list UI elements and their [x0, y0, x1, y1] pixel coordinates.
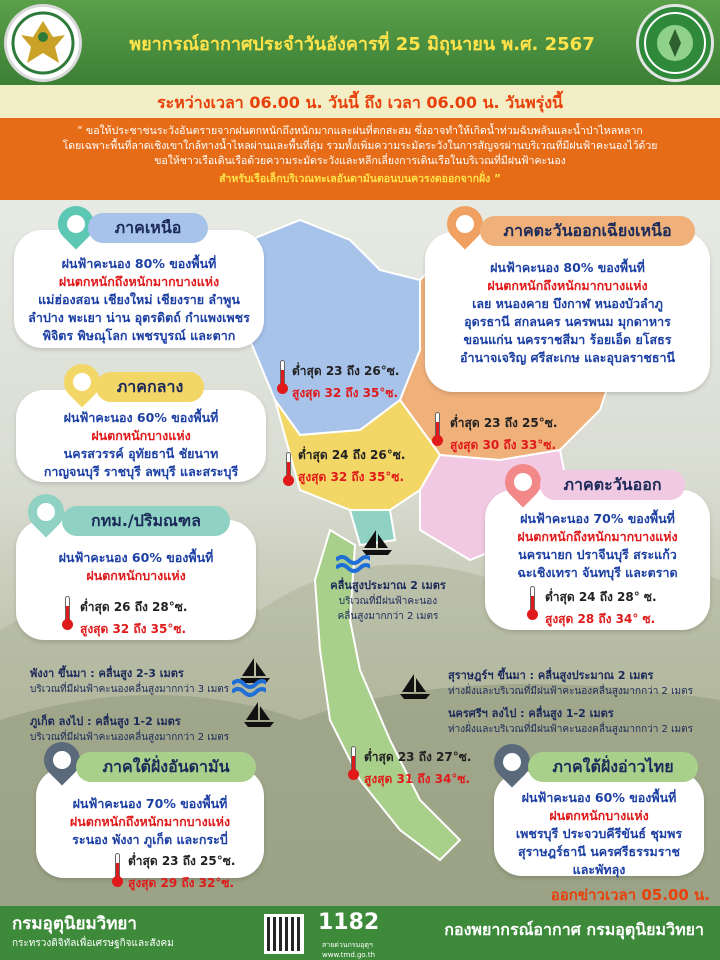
- north-areas-3: พิจิตร พิษณุโลก เพชรบูรณ์ และตาก: [42, 328, 236, 343]
- north-heavy: ฝนตกหนักถึงหนักมากบางแห่ง: [58, 274, 220, 289]
- region-tab-east: ภาคตะวันออก: [540, 470, 685, 500]
- region-tab-bangkok: กทม./ปริมณฑล: [62, 506, 230, 536]
- phangnga-wave-sub: บริเวณที่มีฝนฟ้าคะนองคลื่นสูงมากกว่า 3 เมตร: [30, 684, 230, 695]
- gulf-upper-wave-line-2: คลื่นสูงมากกว่า 2 เมตร: [337, 611, 439, 622]
- qr-code-icon[interactable]: [264, 914, 304, 954]
- south-east-map-temp: [364, 748, 471, 789]
- region-tab-south-east: ภาคใต้ฝั่งอ่าวไทย: [528, 752, 698, 782]
- north-areas-2: ลำปาง พะเยา น่าน อุตรดิตถ์ กำแพงเพชร: [28, 310, 250, 325]
- north-temp: [292, 362, 399, 403]
- nakhon-wave-sub: ห่างฝั่งและบริเวณที่มีฝนฟ้าคะนองคลื่นสูงมากกว่า 2 เมตร: [448, 724, 693, 735]
- region-tab-central: ภาคกลาง: [96, 372, 204, 402]
- central-high: สูงสุด 32 ถึง 35°ซ.: [298, 470, 405, 484]
- bangkok-low: ต่ำสุด 26 ถึง 28°ซ.: [80, 600, 188, 614]
- northeast-areas-2: อุดรธานี สกลนคร นครพนม มุกดาหาร: [464, 314, 671, 329]
- hotline-sub: สายด่วนกรมอุตุฯ: [322, 941, 373, 949]
- south-west-heavy: ฝนตกหนักถึงหนักมากบางแห่ง: [69, 814, 231, 829]
- central-areas-1: นครสวรรค์ อุทัยธานี ชัยนาท: [63, 446, 219, 461]
- sailboat-icon: [242, 700, 276, 728]
- phuket-wave: [30, 712, 229, 745]
- south-east-low: ต่ำสุด 23 ถึง 27°ซ.: [364, 750, 472, 764]
- south-west-high: สูงสุด 29 ถึง 32°ซ.: [128, 876, 235, 890]
- tmd-logo-icon: [636, 4, 714, 82]
- thermometer-icon: [112, 853, 122, 887]
- thermometer-icon: [277, 360, 287, 394]
- central-heavy: ฝนตกหนักบางแห่ง: [91, 428, 191, 443]
- south-west-areas-1: ระนอง พังงา ภูเก็ต และกระบี่: [72, 832, 228, 847]
- northeast-areas-3: ขอนแก่น นครราชสีมา ร้อยเอ็ด ยโสธร: [463, 332, 672, 347]
- thermometer-icon: [283, 452, 293, 486]
- bangkok-high: สูงสุด 32 ถึง 35°ซ.: [80, 622, 187, 636]
- south-east-high: สูงสุด 31 ถึง 34°ซ.: [364, 772, 471, 786]
- warning-banner: [0, 118, 720, 200]
- east-temp: [545, 588, 657, 629]
- northeast-areas-1: เลย หนองคาย บึงกาฬ หนองบัวลำภู: [472, 296, 663, 311]
- footer-dept: กรมอุตุนิยมวิทยา: [12, 914, 137, 934]
- south-west-rain: ฝนฟ้าคะนอง 70% ของพื้นที่: [72, 796, 228, 811]
- gulf-upper-wave: [328, 576, 448, 624]
- gulf-upper-wave-line-1: บริเวณที่มีฝนฟ้าคะนอง: [338, 596, 438, 607]
- north-high: สูงสุด 32 ถึง 35°ซ.: [292, 386, 399, 400]
- thermometer-icon: [527, 586, 537, 620]
- sailboat-icon: [398, 672, 432, 700]
- garuda-emblem-icon: [4, 4, 82, 82]
- phuket-wave-sub: บริเวณที่มีฝนฟ้าคะนองคลื่นสูงมากกว่า 2 เมตร: [30, 732, 230, 743]
- region-tab-south-west: ภาคใต้ฝั่งอันดามัน: [76, 752, 256, 782]
- east-areas-2: ฉะเชิงเทรา จันทบุรี และตราด: [517, 565, 678, 580]
- phangnga-wave-title: พังงา ขึ้นมา : คลื่นสูง 2-3 เมตร: [30, 667, 184, 680]
- gulf-upper-wave-title: คลื่นสูงประมาณ 2 เมตร: [330, 579, 446, 592]
- thermometer-icon: [348, 746, 358, 780]
- south-east-heavy: ฝนตกหนักบางแห่ง: [549, 808, 649, 823]
- thermometer-icon: [62, 596, 72, 630]
- phuket-wave-title: ภูเก็ต ลงไป : คลื่นสูง 1-2 เมตร: [30, 715, 181, 728]
- northeast-low: ต่ำสุด 23 ถึง 25°ซ.: [450, 416, 558, 430]
- northeast-high: สูงสุด 30 ถึง 33°ซ.: [450, 438, 557, 452]
- east-low: ต่ำสุด 24 ถึง 28° ซ.: [545, 590, 657, 604]
- phangnga-wave: [30, 664, 229, 697]
- region-tab-northeast: ภาคตะวันออกเฉียงเหนือ: [480, 216, 695, 246]
- warning-line-3: ขอให้ชาวเรือเดินเรือด้วยความระมัดระวังและหลีกเลี่ยงการเดินเรือในบริเวณที่มีฝนฟ้าคะนอง: [154, 155, 566, 167]
- page-title: พยากรณ์อากาศประจำวันอังคารที่ 25 มิถุนายน พ.ศ. 2567: [129, 34, 595, 55]
- hotline-number: 1182: [318, 910, 380, 935]
- central-low: ต่ำสุด 24 ถึง 26°ซ.: [298, 448, 406, 462]
- warning-line-4: สำหรับเรือเล็กบริเวณทะเลอันดามันตอนบนควรงดออกจากฝั่ง ”: [219, 173, 501, 185]
- nakhon-wave: [448, 704, 693, 737]
- central-areas-2: กาญจนบุรี ราชบุรี ลพบุรี และสระบุรี: [43, 464, 239, 479]
- south-west-low: ต่ำสุด 23 ถึง 25°ซ.: [128, 854, 236, 868]
- hotline-caption: [322, 940, 375, 959]
- bangkok-rain: ฝนฟ้าคะนอง 60% ของพื้นที่: [58, 550, 214, 565]
- north-rain: ฝนฟ้าคะนอง 80% ของพื้นที่: [61, 256, 217, 271]
- south-east-areas-1: เพชรบุรี ประจวบคีรีขันธ์ ชุมพร: [515, 826, 683, 841]
- northeast-rain: ฝนฟ้าคะนอง 80% ของพื้นที่: [490, 260, 645, 275]
- issued-time: ออกข่าวเวลา 05.00 น.: [550, 886, 710, 904]
- south-east-areas-3: และพัทลุง: [572, 862, 626, 877]
- thermometer-icon: [432, 412, 442, 446]
- central-rain: ฝนฟ้าคะนอง 60% ของพื้นที่: [63, 410, 219, 425]
- north-areas-1: แม่ฮ่องสอน เชียงใหม่ เชียงราย ลำพูน: [38, 292, 240, 307]
- northeast-temp: [450, 414, 557, 455]
- northeast-areas-4: อำนาจเจริญ ศรีสะเกษ และอุบลราชธานี: [459, 350, 676, 365]
- north-low: ต่ำสุด 23 ถึง 26°ซ.: [292, 364, 400, 378]
- south-east-areas-2: สุราษฎร์ธานี นครศรีธรรมราช: [517, 844, 681, 859]
- northeast-heavy: ฝนตกหนักถึงหนักมากบางแห่ง: [487, 278, 648, 293]
- surat-wave: [448, 666, 693, 699]
- warning-line-2: โดยเฉพาะพื้นที่ลาดเชิงเขาใกล้ทางน้ำไหลผ่านและพื้นที่ลุ่ม รวมทั้งเพิ่มความระมัดระวังในการสัญจรผ่านบริเวณที่มีฝนฟ้าคะนองไว้ด้วย: [62, 140, 658, 152]
- surat-wave-title: สุราษฎร์ฯ ขึ้นมา : คลื่นสูงประมาณ 2 เมตร: [448, 669, 654, 682]
- bangkok-temp: [80, 598, 187, 639]
- surat-wave-sub: ห่างฝั่งและบริเวณที่มีฝนฟ้าคะนองคลื่นสูงมากกว่า 2 เมตร: [448, 686, 693, 697]
- east-rain: ฝนฟ้าคะนอง 70% ของพื้นที่: [520, 511, 675, 526]
- footer-division: กองพยากรณ์อากาศ กรมอุตุนิยมวิทยา: [444, 920, 704, 939]
- nakhon-wave-title: นครศรีฯ ลงไป : คลื่นสูง 1-2 เมตร: [448, 707, 614, 720]
- central-temp: [298, 446, 405, 487]
- south-west-temp: [128, 852, 235, 893]
- website-link[interactable]: www.tmd.go.th: [322, 951, 375, 959]
- warning-line-1: “ ขอให้ประชาชนระวังอันตรายจากฝนตกหนักถึงหนักมากและฝนที่ตกสะสม ซึ่งอาจทำให้เกิดน้ำท่วมฉับพลันและน้ำป่าไหลหลาก: [77, 125, 643, 137]
- south-east-rain: ฝนฟ้าคะนอง 60% ของพื้นที่: [521, 790, 677, 805]
- forecast-period: ระหว่างเวลา 06.00 น. วันนี้ ถึง เวลา 06.00 น. วันพรุ่งนี้: [157, 93, 563, 112]
- east-areas-1: นครนายก ปราจีนบุรี สระแก้ว: [518, 547, 677, 562]
- region-tab-north: ภาคเหนือ: [88, 213, 208, 243]
- wave-icon: [336, 550, 370, 578]
- bangkok-heavy: ฝนตกหนักบางแห่ง: [86, 568, 186, 583]
- east-high: สูงสุด 28 ถึง 34° ซ.: [545, 612, 656, 626]
- east-heavy: ฝนตกหนักถึงหนักมากบางแห่ง: [517, 529, 678, 544]
- footer-ministry: กระทรวงดิจิทัลเพื่อเศรษฐกิจและสังคม: [12, 938, 174, 949]
